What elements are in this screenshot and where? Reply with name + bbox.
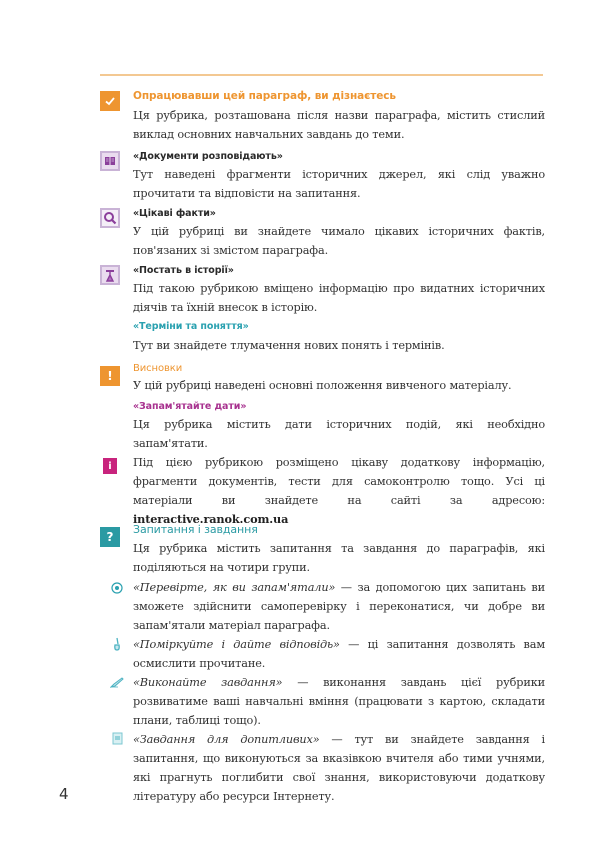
section-title: «Цікаві факти» (133, 208, 216, 219)
section-text: Ця рубрика містить запитання та завдання до параграфів, які поділяються на чотири групи. (133, 542, 545, 574)
section-text: У цій рубриці ви знайдете чимало цікавих історичних фактів, пов'язаних зі змістом параграфа. (133, 225, 545, 257)
section-title: Висновки (133, 363, 183, 374)
magnifier-icon (100, 208, 120, 228)
thinking-hand-icon (110, 637, 124, 651)
pencil-icon (110, 675, 124, 689)
section-text: Ця рубрика містить дати історичних подій, які необхідно запам'ятати. (133, 418, 545, 450)
monument-icon (100, 265, 120, 285)
question-group-1: «Перевірте, як ви запам'ятали» — за допомогою цих запитань ви зможете здійснити самоперевірку і переконатися, чи добре ви запам'ятали матеріал параграфа. (133, 581, 546, 632)
section-title: «Запам'ятайте дати» (133, 401, 247, 412)
top-divider (100, 74, 543, 76)
section-title: Опрацювавши цей параграф, ви дізнаєтесь (133, 90, 396, 102)
question-icon: ? (100, 527, 120, 547)
info-icon: i (103, 458, 117, 474)
page-number: 4 (59, 785, 69, 803)
section-title: «Терміни та поняття» (133, 321, 249, 332)
exclamation-icon: ! (100, 366, 120, 386)
checkmark-icon (100, 91, 120, 111)
book-icon (100, 151, 120, 171)
question-group-4: «Завдання для допитливих» — тут ви знайдете завдання і запитання, що виконуються за вказівкою вчителя або тими учнями, які прагнуть поглибити свої знання, використовуючи додаткову літературу або ресурси Інтернету. (133, 733, 546, 803)
section-text: Ця рубрика, розташована після назви параграфа, містить стислий виклад основних навчальних завдань до теми. (133, 109, 545, 141)
notebook-icon (110, 731, 124, 745)
section-title: Запитання і завдання (133, 523, 258, 536)
section-title: «Постать в історії» (133, 265, 234, 276)
target-icon (110, 581, 124, 595)
section-text: Під цією рубрикою розміщено цікаву додаткову інформацію, фрагменти документів, тести для самоконтролю тощо. Усі ці матеріали ви знайдете на сайті за адресою: interactive.ranok.com.ua (133, 456, 545, 526)
section-text: Тут ви знайдете тлумачення нових понять і термінів. (133, 339, 445, 352)
question-group-2: «Поміркуйте і дайте відповідь» — ці запитання дозволять вам осмислити прочитане. (133, 638, 545, 670)
website-link[interactable]: interactive.ranok.com.ua (133, 512, 289, 526)
question-group-3: «Виконайте завдання» — виконання завдань цієї рубрики розвиватиме ваші навчальні вміння (працювати з картою, складати плани, таблиці тощо). (133, 676, 545, 727)
section-text: Тут наведені фрагменти історичних джерел, які слід уважно прочитати та відповісти на запитання. (133, 168, 545, 200)
section-text: У цій рубриці наведені основні положення вивченого матеріалу. (133, 379, 512, 392)
section-title: «Документи розповідають» (133, 151, 283, 162)
section-text: Під такою рубрикою вміщено інформацію про видатних історичних діячів та їхній внесок в історію. (133, 282, 545, 314)
